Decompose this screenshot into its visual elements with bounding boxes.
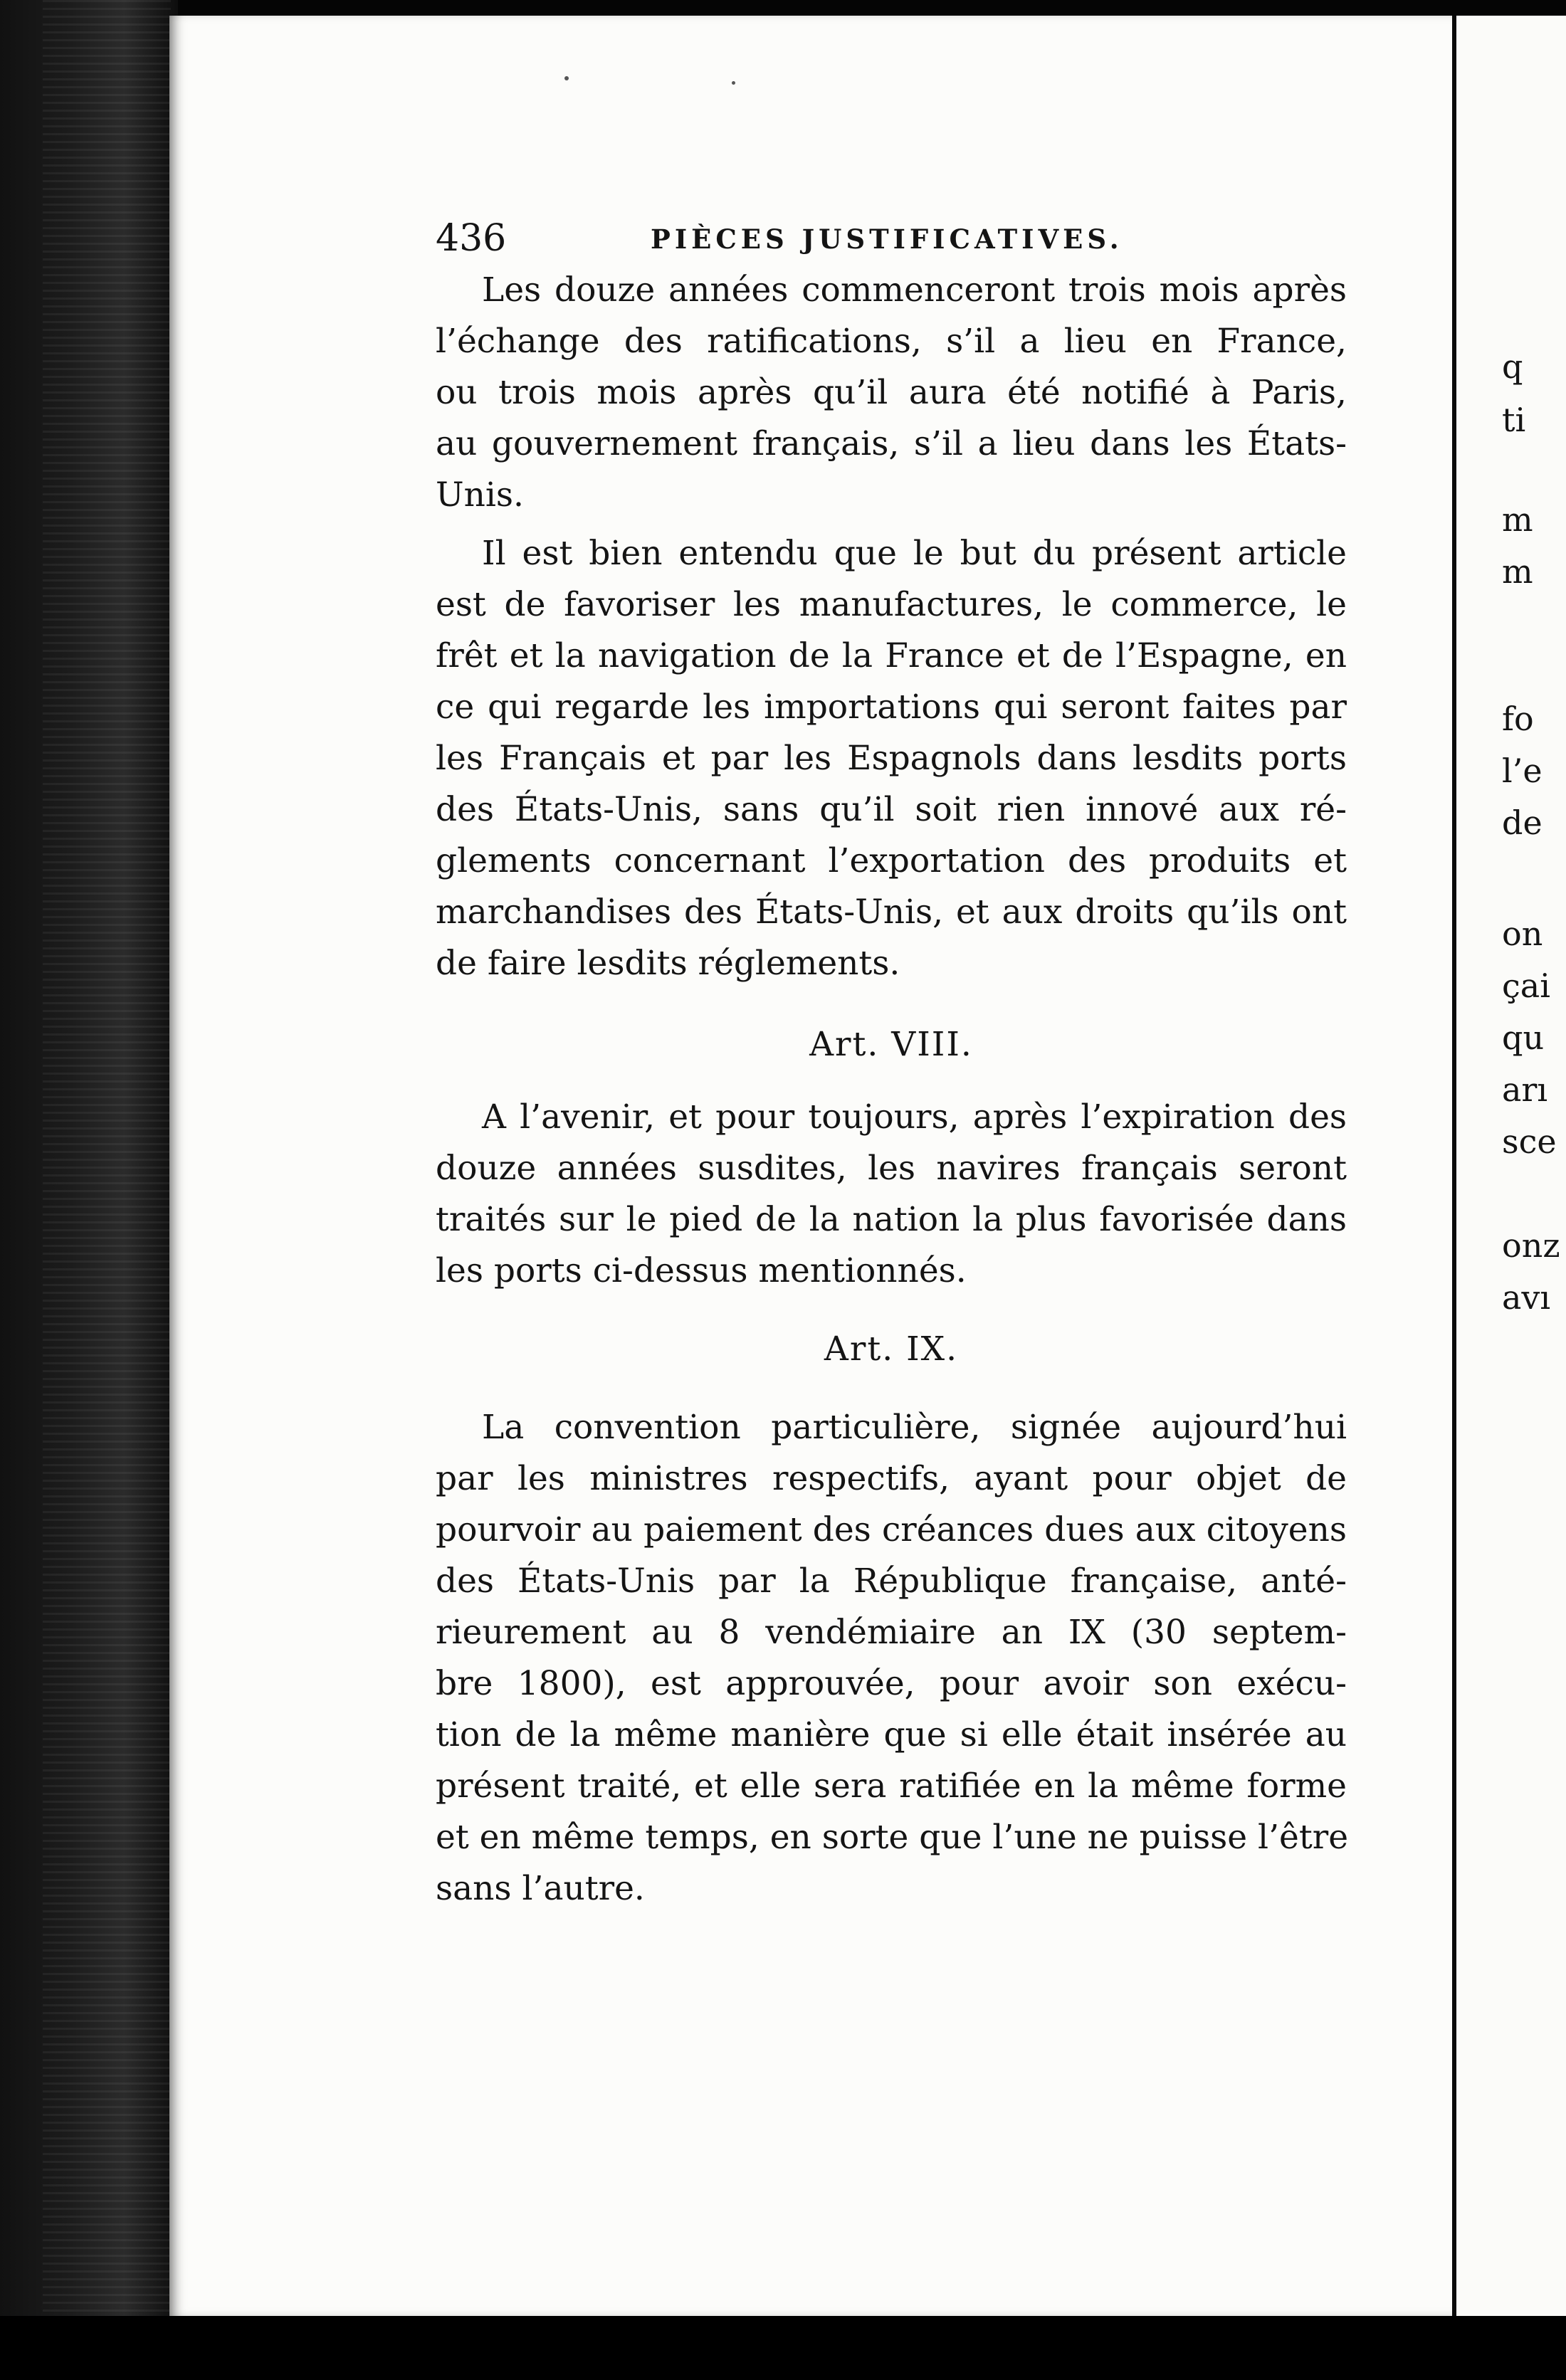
text-line: douze années susdites, les navires français seront <box>436 1149 1347 1188</box>
text-line: des États-Unis, sans qu’il soit rien innové aux ré- <box>436 790 1347 829</box>
facing-page-fragment: çai <box>1502 967 1550 1005</box>
text-line: bre 1800), est approuvée, pour avoir son exécu- <box>436 1664 1347 1703</box>
page-header <box>436 217 1354 260</box>
facing-page-fragment: q <box>1502 347 1523 386</box>
scan-border-bottom <box>0 2316 1566 2380</box>
text-line: l’échange des ratifications, s’il a lieu en France, <box>436 322 1347 361</box>
text-line: les Français et par les Espagnols dans lesdits ports <box>436 739 1347 778</box>
facing-page-fragment: l’e <box>1502 752 1543 790</box>
text-line: A l’avenir, et pour toujours, après l’expiration des <box>482 1097 1347 1137</box>
facing-page-fragment: onz <box>1502 1226 1560 1265</box>
facing-page-fragment: qu <box>1502 1018 1545 1057</box>
facing-page-fragment: de <box>1502 804 1543 842</box>
text-line: rieurement au 8 vendémiaire an IX (30 septem- <box>436 1613 1347 1652</box>
text-line: La convention particulière, signée aujourd’hui <box>482 1408 1347 1447</box>
text-line: Les douze années commenceront trois mois après <box>482 270 1347 310</box>
text-line: de faire lesdits réglements. <box>436 944 900 983</box>
facing-page-fragment: ti <box>1502 401 1526 439</box>
text-line: sans l’autre. <box>436 1869 645 1908</box>
ink-speck <box>732 81 735 85</box>
text-line: pourvoir au paiement des créances dues aux citoyens <box>436 1510 1347 1549</box>
text-line: est de favoriser les manufactures, le commerce, le <box>436 585 1347 624</box>
text-line: marchandises des États-Unis, et aux droits qu’ils ont <box>436 892 1347 932</box>
article-heading: Art. IX. <box>824 1329 959 1369</box>
facing-page-fragment: m <box>1502 500 1533 539</box>
text-line: frêt et la navigation de la France et de l’Espagne, en <box>436 636 1347 675</box>
facing-page-fragment: on <box>1502 915 1543 953</box>
facing-page-fragment: m <box>1502 552 1533 591</box>
facing-page-fragment: fo <box>1502 700 1534 738</box>
text-line: présent traité, et elle sera ratifiée en la même forme <box>436 1766 1347 1806</box>
facing-page-fragment: arı <box>1502 1070 1548 1109</box>
ink-speck <box>564 76 569 80</box>
facing-page-fragment: avı <box>1502 1278 1551 1317</box>
text-line: glements concernant l’exportation des produits et <box>436 841 1347 880</box>
page-number: 436 <box>436 217 507 260</box>
facing-page-fragment: sce <box>1502 1122 1557 1161</box>
article-heading: Art. VIII. <box>809 1025 973 1064</box>
text-line: traités sur le pied de la nation la plus favorisée dans <box>436 1200 1347 1239</box>
text-line: des États-Unis par la République française, anté- <box>436 1562 1347 1601</box>
text-line: ce qui regarde les importations qui seront faites par <box>436 688 1347 727</box>
running-head: PIÈCES JUSTIFICATIVES. <box>651 223 1123 255</box>
text-line: ou trois mois après qu’il aura été notifié à Paris, <box>436 373 1347 412</box>
text-line: et en même temps, en sorte que l’une ne puisse l’être <box>436 1818 1349 1857</box>
text-line: Unis. <box>436 475 524 515</box>
text-line: Il est bien entendu que le but du présent article <box>482 534 1347 573</box>
text-line: les ports ci-dessus mentionnés. <box>436 1251 967 1290</box>
text-line: au gouvernement français, s’il a lieu dans les États- <box>436 424 1347 463</box>
text-line: tion de la même manière que si elle était insérée au <box>436 1715 1347 1754</box>
binding-texture <box>43 0 171 2380</box>
text-line: par les ministres respectifs, ayant pour objet de <box>436 1459 1347 1498</box>
